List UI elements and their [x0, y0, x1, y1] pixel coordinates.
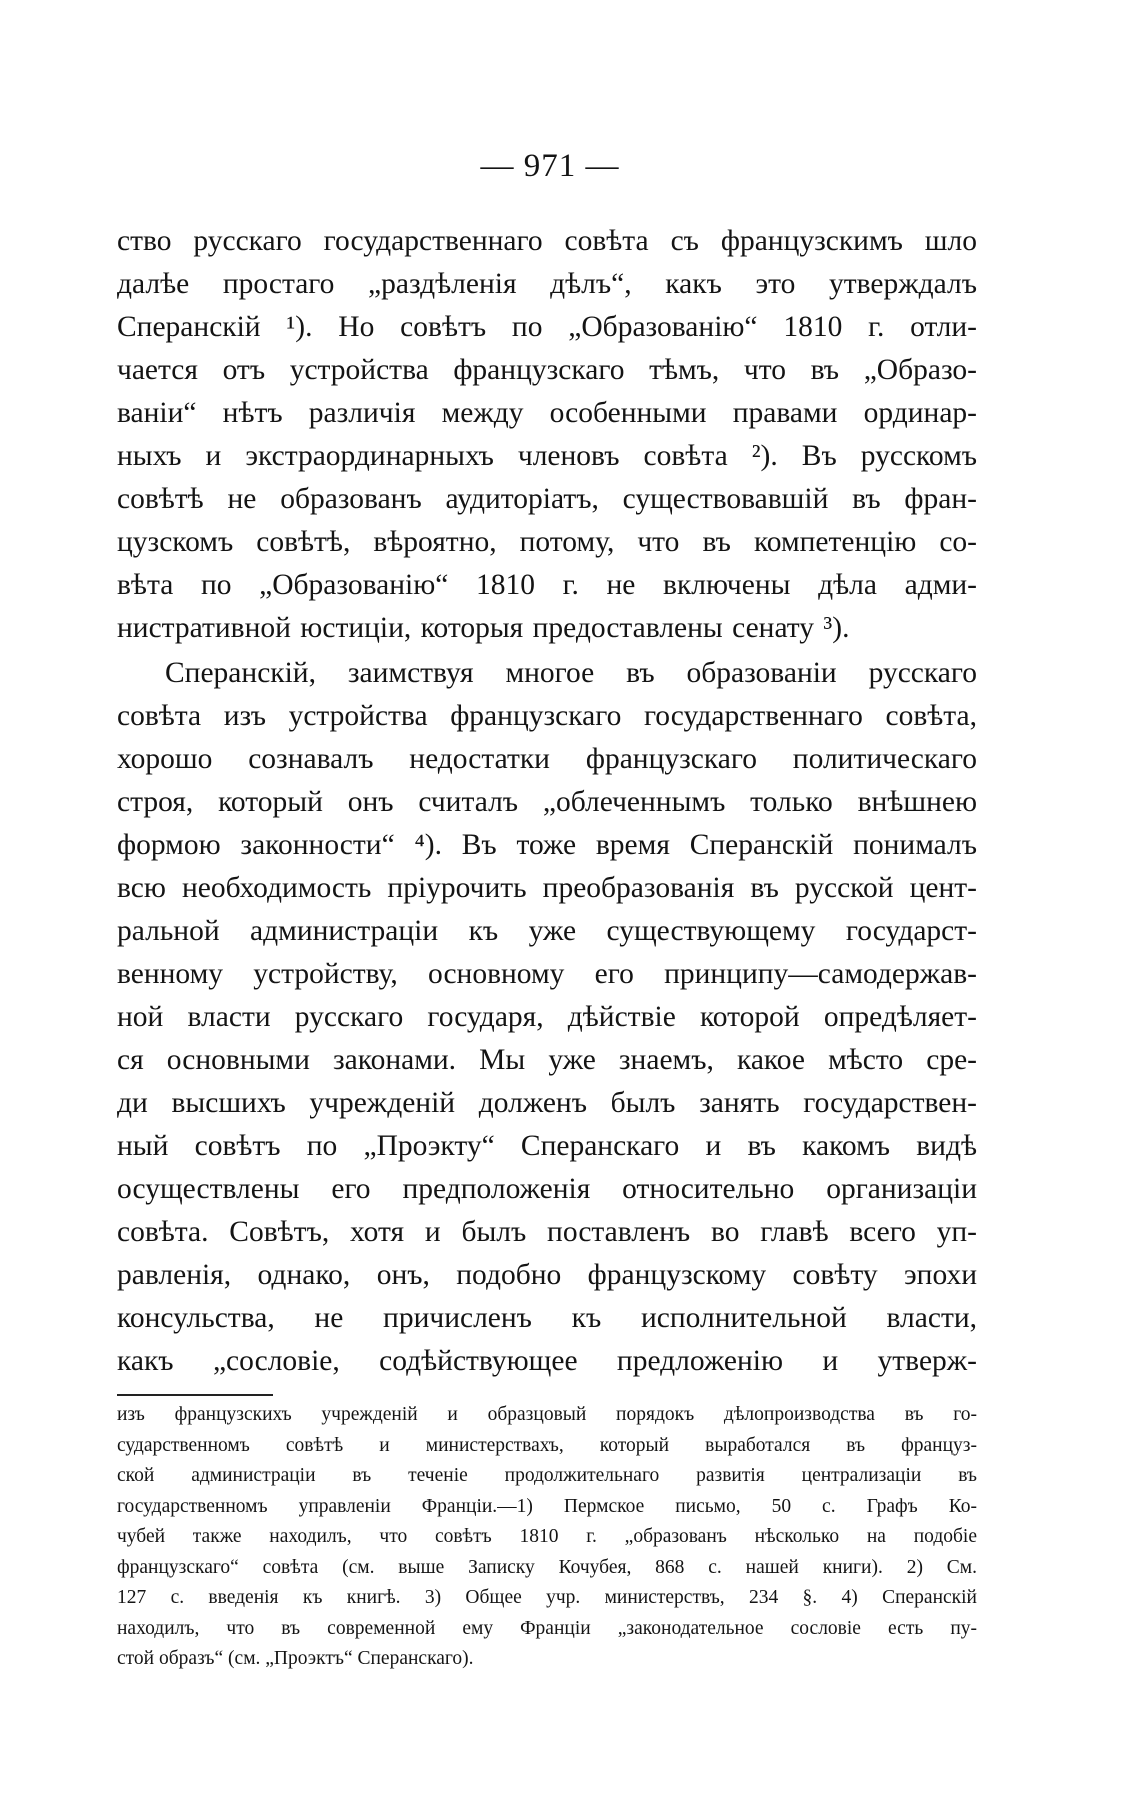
text-line: всю необходимость пріурочить преобразованія въ русской цент-	[117, 872, 977, 904]
footnote-line: французскаго“ совѣта (см. выше Записку Кочубея, 868 с. нашей книги). 2) См.	[117, 1556, 977, 1578]
text-line: ральной администраціи къ уже существующему государст-	[117, 915, 977, 947]
text-line: формою законности“ ⁴). Въ тоже время Сперанскій понималъ	[117, 829, 977, 861]
footnote-line: 127 с. введенія къ книгѣ. 3) Общее учр. министерствъ, 234 §. 4) Сперанскій	[117, 1587, 977, 1608]
text-line: совѣта. Совѣтъ, хотя и былъ поставленъ во главѣ всего уп-	[117, 1216, 977, 1248]
text-line: какъ „сословіе, содѣйствующее предложенію и утверж-	[117, 1345, 977, 1377]
text-line: чается отъ устройства французскаго тѣмъ, что въ „Образо-	[117, 354, 977, 386]
footnotes	[117, 1400, 977, 1675]
text-line: равленія, однако, онъ, подобно французскому совѣту эпохи	[117, 1259, 977, 1291]
text-line: ный совѣтъ по „Проэкту“ Сперанскаго и въ какомъ видѣ	[117, 1130, 977, 1162]
footnote-line: стой образъ“ (см. „Проэктъ“ Сперанскаго).	[117, 1648, 474, 1669]
text-line: ваніи“ нѣтъ различія между особенными правами ординар-	[117, 397, 977, 429]
text-line: Сперанскій ¹). Но совѣтъ по „Образованію“ 1810 г. отли-	[117, 311, 977, 343]
footnote-line: находилъ, что въ современной ему Франціи „законодательное сословіе есть пу-	[117, 1617, 977, 1639]
text-line: строя, который онъ считалъ „облеченнымъ только внѣшнею	[117, 786, 977, 818]
text-line: совѣтѣ не образованъ аудиторіатъ, существовавшій въ фран-	[117, 483, 977, 515]
text-line: далѣе простаго „раздѣленія дѣлъ“, какъ это утверждалъ	[117, 268, 977, 300]
footnote-line: изъ французскихъ учрежденій и образцовый порядокъ дѣлопроизводства въ го-	[117, 1404, 977, 1425]
footnote-divider	[117, 1394, 273, 1396]
paragraph-2	[117, 652, 977, 1383]
text-line: венному устройству, основному его принципу—самодержав-	[117, 958, 977, 990]
page-number: — 971 —	[480, 148, 620, 184]
text-line: вѣта по „Образованію“ 1810 г. не включены дѣла адми-	[117, 569, 977, 601]
text-line: ной власти русскаго государя, дѣйствіе которой опредѣляет-	[117, 1001, 977, 1033]
text-line: совѣта изъ устройства французскаго государственнаго совѣта,	[117, 700, 977, 732]
text-line: ди высшихъ учрежденій долженъ былъ занять государствен-	[117, 1087, 977, 1119]
text-line: цузскомъ совѣтѣ, вѣроятно, потому, что въ компетенцію со-	[117, 526, 977, 558]
text-line: осуществлены его предположенія относительно организаціи	[117, 1173, 977, 1205]
text-line: консульства, не причисленъ къ исполнительной власти,	[117, 1302, 977, 1334]
text-line: хорошо сознавалъ недостатки французскаго политическаго	[117, 743, 977, 775]
text-line: ныхъ и экстраординарныхъ членовъ совѣта ²). Въ русскомъ	[117, 440, 977, 472]
text-line: Сперанскій, заимствуя многое въ образованіи русскаго	[165, 657, 977, 689]
footnote-line: государственномъ управленіи Франціи.—1) Пермское письмо, 50 с. Графъ Ко-	[117, 1495, 977, 1517]
text-line: нистративной юстиціи, которыя предоставлены сенату ³).	[117, 612, 850, 644]
paragraph-1	[117, 220, 977, 650]
text-line: ство русскаго государственнаго совѣта съ французскимъ шло	[117, 225, 977, 257]
text-line: ся основными законами. Мы уже знаемъ, какое мѣсто сре-	[117, 1044, 977, 1076]
footnote-line: ской администраціи въ теченіе продолжительнаго развитія централизаціи въ	[117, 1465, 977, 1486]
footnote-line: сударственномъ совѣтѣ и министерствахъ, который выработался въ француз-	[117, 1434, 977, 1456]
footnote-line: чубей также находилъ, что совѣтъ 1810 г. „образованъ нѣсколько на подобіе	[117, 1526, 977, 1547]
